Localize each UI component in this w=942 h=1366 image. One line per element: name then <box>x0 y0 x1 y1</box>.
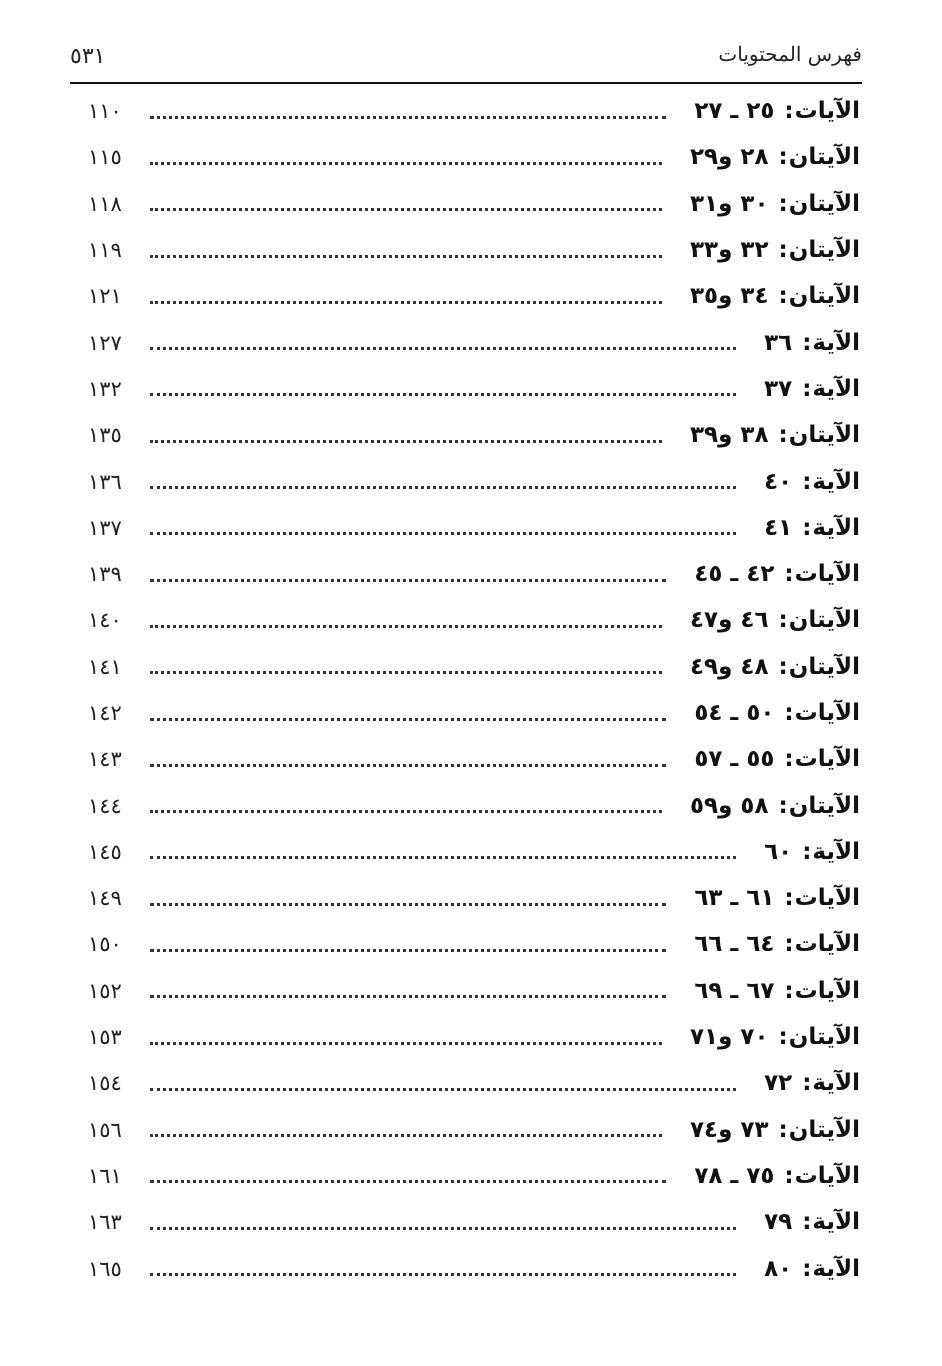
toc-entry[interactable] <box>88 921 860 967</box>
page-header <box>70 38 862 82</box>
toc-entry[interactable] <box>88 227 860 273</box>
toc-entry[interactable] <box>88 1107 860 1153</box>
entry-verses: ٣٠ و٣١ <box>690 190 769 217</box>
dot-leader <box>150 116 666 119</box>
dot-leader <box>150 764 666 767</box>
toc-entry[interactable] <box>88 968 860 1014</box>
entry-page-number: ١٤٥ <box>88 839 122 864</box>
entry-label-colon: : <box>778 144 788 171</box>
entry-label-text: الآية <box>812 838 860 865</box>
entry-label <box>754 469 860 495</box>
dot-leader <box>150 995 666 998</box>
entry-page-number: ١٥٠ <box>88 932 122 957</box>
entry-verses: ٦٧ ـ ٦٩ <box>694 977 775 1004</box>
dot-leader <box>150 671 662 674</box>
entry-verses: ٤٠ <box>764 468 793 495</box>
entry-label-text: الآية <box>812 468 860 495</box>
dot-leader <box>150 1042 662 1045</box>
entry-page-number: ١٤٩ <box>88 886 122 911</box>
dot-leader <box>150 440 662 443</box>
toc-entry[interactable] <box>88 1153 860 1199</box>
entry-label-colon: : <box>778 422 788 449</box>
entry-label <box>680 283 860 309</box>
entry-label <box>680 191 860 217</box>
entry-label <box>754 330 860 356</box>
entry-label-text: الآيتان <box>788 144 860 171</box>
entry-page-number: ١٣٩ <box>88 562 122 587</box>
entry-verses: ٤٨ و٤٩ <box>690 653 769 680</box>
entry-page-number: ١٤٤ <box>88 793 122 818</box>
entry-label-text: الآيتان <box>788 1116 860 1143</box>
entry-label-colon: : <box>802 468 812 495</box>
toc-entry[interactable] <box>88 134 860 180</box>
dot-leader <box>150 1088 736 1091</box>
entry-verses: ٦٤ ـ ٦٦ <box>694 931 775 958</box>
entry-label <box>680 654 860 680</box>
dot-leader <box>150 1227 736 1230</box>
entry-label-text: الآيتان <box>788 190 860 217</box>
dot-leader <box>150 810 662 813</box>
entry-label-colon: : <box>784 561 794 588</box>
entry-verses: ٤٦ و٤٧ <box>690 607 769 634</box>
entry-label <box>684 700 860 726</box>
toc-entry[interactable] <box>88 181 860 227</box>
entry-label <box>684 885 860 911</box>
entry-label-text: الآية <box>812 329 860 356</box>
entry-label <box>684 561 860 587</box>
entry-verses: ٨٠ <box>764 1255 793 1282</box>
toc-entry[interactable] <box>88 597 860 643</box>
entry-page-number: ١٥٢ <box>88 978 122 1003</box>
entry-label-text: الآيات <box>794 1162 860 1189</box>
entry-page-number: ١٢٧ <box>88 330 122 355</box>
entry-page-number: ١٣٢ <box>88 376 122 401</box>
entry-label-colon: : <box>802 838 812 865</box>
entry-verses: ٣٨ و٣٩ <box>690 422 769 449</box>
entry-page-number: ١٣٥ <box>88 423 122 448</box>
entry-verses: ٥٨ و٥٩ <box>690 792 769 819</box>
toc-entry[interactable] <box>88 736 860 782</box>
entry-verses: ٢٥ ـ ٢٧ <box>694 98 775 125</box>
entry-page-number: ١٥٤ <box>88 1071 122 1096</box>
entry-page-number: ١٤٢ <box>88 701 122 725</box>
dot-leader <box>150 1134 662 1137</box>
entry-label-colon: : <box>784 931 794 958</box>
entry-label-colon: : <box>778 190 788 217</box>
entry-label <box>754 1256 860 1282</box>
entry-label-text: الآيات <box>794 561 860 588</box>
entry-label <box>680 144 860 170</box>
entry-label-text: الآية <box>812 1255 860 1282</box>
dot-leader <box>150 486 736 489</box>
entry-verses: ٧٢ <box>764 1070 793 1097</box>
entry-label-text: الآيات <box>794 746 860 773</box>
dot-leader <box>150 856 736 859</box>
entry-verses: ٣٦ <box>764 329 793 356</box>
entry-page-number: ١١٩ <box>88 238 122 263</box>
toc-entry[interactable] <box>88 366 860 412</box>
entry-verses: ٤١ <box>764 514 793 541</box>
entry-verses: ٧٣ و٧٤ <box>690 1116 769 1143</box>
entry-label-colon: : <box>778 1024 788 1051</box>
entry-page-number: ١٦٥ <box>88 1256 122 1281</box>
entry-label-text: الآية <box>812 375 860 402</box>
entry-label-colon: : <box>778 607 788 634</box>
entry-label-text: الآيتان <box>788 422 860 449</box>
toc-entry[interactable] <box>88 458 860 504</box>
dot-leader <box>150 532 736 535</box>
entry-label-text: الآيتان <box>788 792 860 819</box>
dot-leader <box>150 162 662 165</box>
entry-label-colon: : <box>802 1255 812 1282</box>
toc-entry[interactable] <box>88 782 860 828</box>
entry-label-text: الآيات <box>794 885 860 912</box>
entry-label <box>754 1070 860 1096</box>
toc-entry[interactable] <box>88 1060 860 1106</box>
entry-verses: ٣٧ <box>764 375 793 402</box>
dot-leader <box>150 718 666 721</box>
entry-verses: ٣٢ و٣٣ <box>690 237 769 264</box>
entry-label-colon: : <box>802 1209 812 1236</box>
entry-label <box>680 237 860 263</box>
entry-page-number: ١٤٠ <box>88 608 122 633</box>
entry-verses: ٦٠ <box>764 838 793 865</box>
entry-label-colon: : <box>784 700 794 726</box>
entry-label-colon: : <box>802 375 812 402</box>
entry-label-colon: : <box>778 237 788 264</box>
entry-label <box>754 515 860 541</box>
entry-label <box>684 746 860 772</box>
dot-leader <box>150 579 666 582</box>
entry-label-text: الآيتان <box>788 283 860 310</box>
entry-label-text: الآيات <box>794 98 860 125</box>
dot-leader <box>150 347 736 350</box>
entry-page-number: ١٥٣ <box>88 1025 122 1050</box>
entry-label-colon: : <box>784 1162 794 1189</box>
entry-label <box>754 376 860 402</box>
entry-verses: ٣٤ و٣٥ <box>690 283 769 310</box>
entry-page-number: ١١٠ <box>88 99 122 124</box>
toc-entry[interactable] <box>88 551 860 597</box>
toc-entry[interactable] <box>88 690 860 736</box>
toc-entry[interactable] <box>88 1199 860 1245</box>
entry-label-text: الآية <box>812 1070 860 1097</box>
entry-page-number: ١٦١ <box>88 1163 122 1188</box>
entry-label-text: الآيتان <box>788 607 860 634</box>
entry-label-text: الآيات <box>794 700 860 726</box>
entry-label-text: الآيتان <box>788 237 860 264</box>
header-rule <box>70 82 862 84</box>
toc-entry[interactable] <box>88 319 860 365</box>
dot-leader <box>150 1180 666 1183</box>
entry-page-number: ١٥٦ <box>88 1117 122 1142</box>
entry-label-colon: : <box>802 329 812 356</box>
entry-label-colon: : <box>784 746 794 773</box>
entry-label <box>684 1163 860 1189</box>
entry-verses: ٢٨ و٢٩ <box>690 144 769 171</box>
entry-page-number: ١٢١ <box>88 284 122 309</box>
entry-label <box>680 1117 860 1143</box>
entry-label-text: الآيات <box>794 931 860 958</box>
dot-leader <box>150 301 662 304</box>
entry-label <box>754 839 860 865</box>
entry-label-text: الآيتان <box>788 653 860 680</box>
entry-label-text: الآية <box>812 514 860 541</box>
entry-label <box>680 1024 860 1050</box>
entry-page-number: ١٤١ <box>88 654 122 679</box>
entry-verses: ٧٥ ـ ٧٨ <box>694 1162 775 1189</box>
entry-label-colon: : <box>778 283 788 310</box>
toc-entry[interactable] <box>88 1014 860 1060</box>
entry-label-colon: : <box>784 977 794 1004</box>
running-title: فهرس المحتويات <box>718 42 862 66</box>
entry-label-colon: : <box>778 653 788 680</box>
entry-page-number: ١١٨ <box>88 191 122 216</box>
dot-leader <box>150 949 666 952</box>
entry-label-text: الآية <box>812 1209 860 1236</box>
table-of-contents <box>88 88 860 1292</box>
entry-label <box>684 978 860 1004</box>
entry-verses: ٥٠ ـ ٥٤ <box>694 700 775 726</box>
toc-entry[interactable] <box>88 412 860 458</box>
entry-label <box>680 793 860 819</box>
entry-label <box>754 1209 860 1235</box>
entry-verses: ٥٥ ـ ٥٧ <box>694 746 775 773</box>
entry-page-number: ١٤٣ <box>88 747 122 772</box>
entry-label-colon: : <box>778 792 788 819</box>
toc-entry[interactable] <box>88 273 860 319</box>
toc-entry[interactable] <box>88 1245 860 1291</box>
dot-leader <box>150 208 662 211</box>
entry-label-text: الآيتان <box>788 1024 860 1051</box>
entry-page-number: ١١٥ <box>88 145 122 170</box>
entry-label-colon: : <box>778 1116 788 1143</box>
dot-leader <box>150 625 662 628</box>
entry-label-colon: : <box>784 885 794 912</box>
entry-label-text: الآيات <box>794 977 860 1004</box>
toc-entry[interactable] <box>88 875 860 921</box>
entry-page-number: ١٣٦ <box>88 469 122 494</box>
dot-leader <box>150 393 736 396</box>
entry-verses: ٦١ ـ ٦٣ <box>694 885 775 912</box>
dot-leader <box>150 903 666 906</box>
toc-entry[interactable] <box>88 829 860 875</box>
entry-label <box>684 931 860 957</box>
entry-label <box>680 607 860 633</box>
page-number: ٥٣١ <box>70 44 106 69</box>
entry-verses: ٧٠ و٧١ <box>690 1024 769 1051</box>
entry-label-colon: : <box>802 514 812 541</box>
toc-entry[interactable] <box>88 88 860 134</box>
entry-verses: ٧٩ <box>764 1209 793 1236</box>
entry-label <box>680 422 860 448</box>
toc-entry[interactable] <box>88 644 860 690</box>
dot-leader <box>150 1273 736 1276</box>
entry-page-number: ١٣٧ <box>88 515 122 540</box>
entry-label <box>684 98 860 124</box>
toc-entry[interactable] <box>88 505 860 551</box>
dot-leader <box>150 255 662 258</box>
entry-verses: ٤٢ ـ ٤٥ <box>694 561 775 588</box>
entry-label-colon: : <box>802 1070 812 1097</box>
entry-page-number: ١٦٣ <box>88 1210 122 1235</box>
entry-label-colon: : <box>784 98 794 125</box>
